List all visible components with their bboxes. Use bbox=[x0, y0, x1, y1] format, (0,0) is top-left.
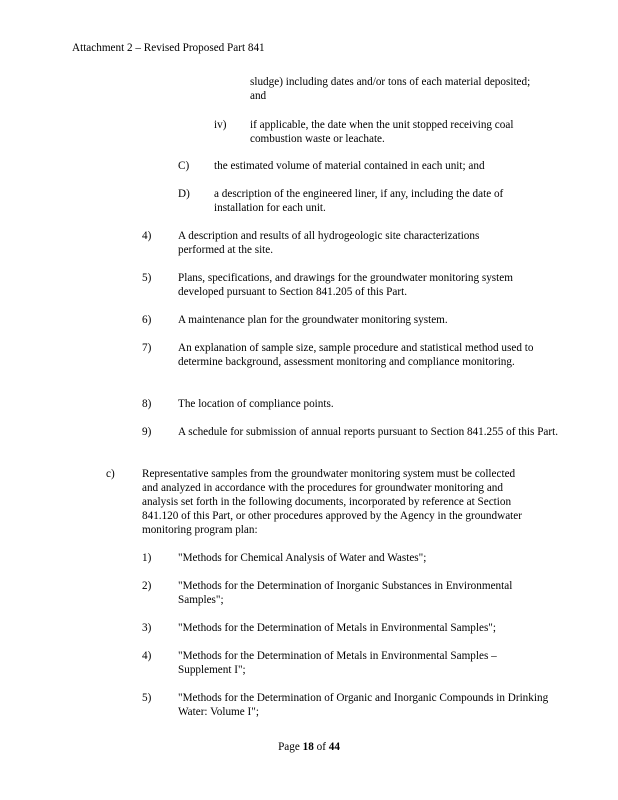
item-label: C) bbox=[178, 160, 190, 172]
page-footer bbox=[0, 740, 618, 754]
item-text: Plans, specifications, and drawings for the groundwater monitoring system developed pursuant to Section 841.205 of this Part. bbox=[178, 272, 513, 298]
item-text: A maintenance plan for the groundwater monitoring system. bbox=[178, 314, 448, 326]
item-text: sludge) including dates and/or tons of each material deposited; and bbox=[250, 76, 531, 102]
item-label: 2) bbox=[142, 580, 152, 592]
page-header: Attachment 2 – Revised Proposed Part 841 bbox=[72, 42, 265, 54]
item-label: 4) bbox=[142, 230, 152, 242]
item-label: 4) bbox=[142, 650, 152, 662]
footer-prefix: Page bbox=[278, 741, 303, 753]
item-label: 7) bbox=[142, 342, 152, 354]
item-text: The location of compliance points. bbox=[178, 398, 334, 410]
page-total: 44 bbox=[328, 741, 340, 753]
item-text: "Methods for the Determination of Metals in Environmental Samples – Supplement I"; bbox=[178, 650, 497, 676]
item-label: 3) bbox=[142, 622, 152, 634]
item-label: 6) bbox=[142, 314, 152, 326]
item-text: "Methods for Chemical Analysis of Water and Wastes"; bbox=[178, 552, 427, 564]
item-text: "Methods for the Determination of Metals in Environmental Samples"; bbox=[178, 622, 496, 634]
item-label: 8) bbox=[142, 398, 152, 410]
item-label: iv) bbox=[214, 119, 227, 131]
item-text: "Methods for the Determination of Inorganic Substances in Environmental Samples"; bbox=[178, 580, 513, 606]
item-label: 5) bbox=[142, 272, 152, 284]
item-text: if applicable, the date when the unit stopped receiving coal combustion waste or leachate. bbox=[250, 119, 514, 145]
item-label: D) bbox=[178, 188, 190, 200]
item-label: 9) bbox=[142, 426, 152, 438]
item-text: Representative samples from the groundwater monitoring system must be collected and analyzed in accordance with the procedures for groundwater monitoring and analysis set forth in the following documents, incorporated by reference at Section 841.120 of this Part, or other procedures approved by the Agency in the groundwater monitoring program plan: bbox=[142, 468, 522, 536]
item-text: the estimated volume of material contained in each unit; and bbox=[214, 160, 485, 172]
footer-mid: of bbox=[313, 741, 329, 753]
item-text: A description and results of all hydrogeologic site characterizations performed at the site. bbox=[178, 230, 480, 256]
item-label: 1) bbox=[142, 552, 152, 564]
item-text: "Methods for the Determination of Organic and Inorganic Compounds in Drinking Water: Volume I"; bbox=[178, 692, 549, 718]
item-text: An explanation of sample size, sample procedure and statistical method used to determine background, assessment monitoring and compliance monitoring. bbox=[178, 342, 534, 368]
item-label: c) bbox=[106, 468, 115, 480]
item-label: 5) bbox=[142, 692, 152, 704]
page-number: 18 bbox=[302, 741, 314, 753]
item-text: A schedule for submission of annual reports pursuant to Section 841.255 of this Part. bbox=[178, 426, 559, 438]
item-text: a description of the engineered liner, if any, including the date of installation for each unit. bbox=[214, 188, 504, 214]
